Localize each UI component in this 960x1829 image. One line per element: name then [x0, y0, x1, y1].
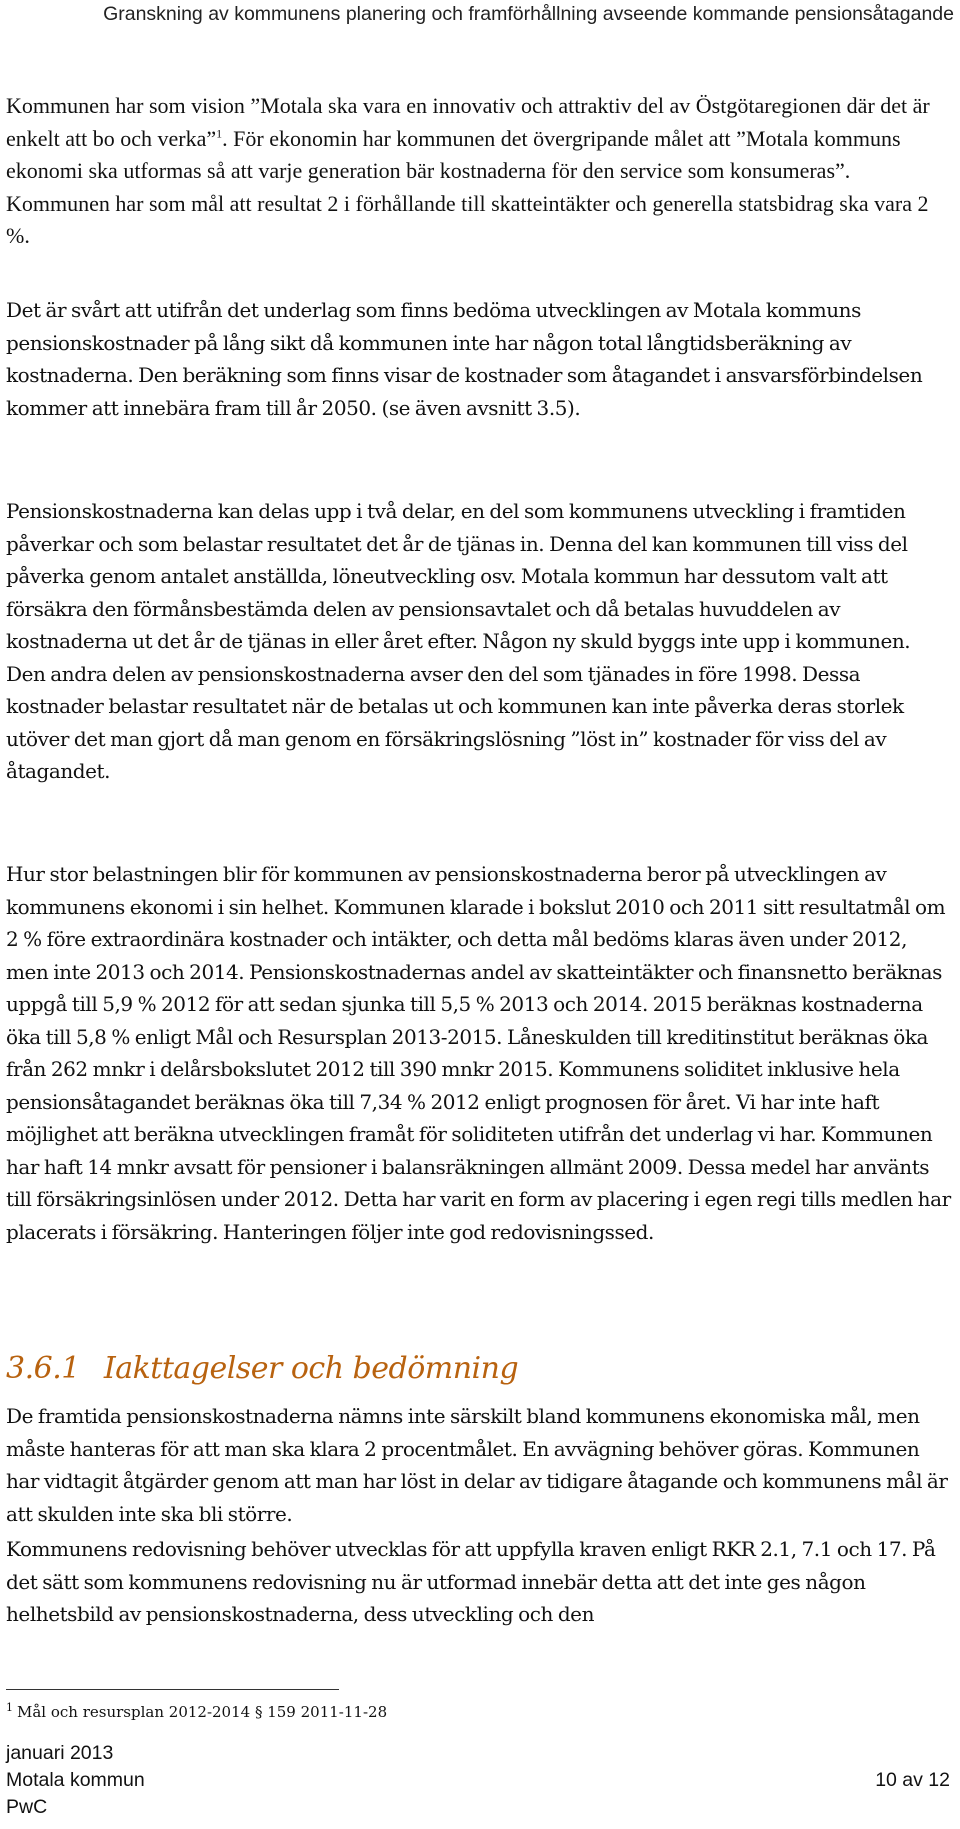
paragraph-text: Kommunen har som vision ”Motala ska vara en innovativ och attraktiv del av Östgötaregionen där det är enkelt att bo och verka” [6, 93, 930, 151]
paragraph-text: Kommunens redovisning behöver utvecklas för att uppfylla kraven enligt RKR 2.1, 7.1 och 17. På det sätt som kommunens redovisning nu är utformad innebär detta att det inte ges någon helhetsbild av pensionskostnaderna, dess utveckling och den [6, 1537, 936, 1626]
section-number: 3.6.1 [6, 1351, 80, 1386]
footnote [6, 1698, 387, 1722]
paragraph-economy [6, 858, 951, 1248]
footer-organization: Motala kommun [6, 1769, 145, 1791]
section-title: Iakttagelser och bedömning [103, 1351, 519, 1386]
paragraph-text: Hur stor belastningen blir för kommunen av pensionskostnaderna beror på utvecklingen av kommunens ekonomi i sin helhet. Kommunen klarade i bokslut 2010 och 2011 sitt resultatmål om 2 % före extraordinära kostnader och intäkter, och detta mål bedöms klaras även under 2012, men inte 2013 och 2014. Pensionskostnadernas andel av skatteintäkter och finansnetto beräknas uppgå till 5,9 % 2012 för att sedan sjunka till 5,5 % 2013 och 2014. 2015 beräknas kostnaderna öka till 5,8 % enligt Mål och Resursplan 2013-2015. Låneskulden till kreditinstitut beräknas öka från 262 mnkr i delårsbokslutet 2012 till 390 mnkr 2015. Kommunens soliditet inklusive hela pensionsåtagandet beräknas öka till 7,34 % 2012 enligt prognosen för året. Vi har inte haft möjlighet att beräkna utvecklingen framåt för soliditeten utifrån det underlag vi har. Kommunen har haft 14 mnkr avsatt för pensioner i balansräkningen allmänt 2009. Dessa medel har använts till försäkringsinlösen under 2012. Detta har varit en form av placering i egen regi tills medlen har placerats i försäkring. Hanteringen följer inte god redovisningssed. [6, 862, 951, 1244]
footnote-reference[interactable]: 1 [216, 126, 223, 141]
footnote-divider [6, 1689, 339, 1690]
page-number: 10 av 12 [875, 1769, 950, 1791]
footer-company: PwC [6, 1796, 48, 1818]
footnote-text: Mål och resursplan 2012-2014 § 159 2011-11-28 [17, 1703, 388, 1721]
running-header: Granskning av kommunens planering och framförhållning avseende kommande pensionsåtagande [103, 3, 954, 25]
paragraph-reporting [6, 1533, 951, 1631]
footer-date: januari 2013 [6, 1742, 114, 1764]
paragraph-cost-parts [6, 495, 951, 788]
page-footer [6, 1740, 950, 1821]
footnote-number: 1 [6, 1701, 13, 1714]
paragraph-text: De framtida pensionskostnaderna nämns inte särskilt bland kommunens ekonomiska mål, men måste hanteras för att man ska klara 2 procentmålet. En avvägning behöver göras. Kommunen har vidtagit åtgärder genom att man har löst in delar av tidigare åtagande och kommunens mål är att skulden inte ska bli större. [6, 1404, 948, 1526]
paragraph-text: Pensionskostnaderna kan delas upp i två delar, en del som kommunens utveckling i framtiden påverkar och som belastar resultatet det år de tjänas in. Denna del kan kommunen till viss del påverka genom antalet anställda, löneutveckling osv. Motala kommun har dessutom valt att försäkra den förmånsbestämda delen av pensionsavtalet och då betalas huvuddelen av kostnaderna ut det år de tjänas in eller året efter. Någon ny skuld byggs inte upp i kommunen. Den andra delen av pensionskostnaderna avser den del som tjänades in före 1998. Dessa kostnader belastar resultatet när de betalas ut och kommunen kan inte påverka deras storlek utöver det man gjort då man genom en försäkringslösning ”löst in” kostnader för viss del av åtagandet. [6, 499, 911, 783]
paragraph-text: Det är svårt att utifrån det underlag som finns bedöma utvecklingen av Motala kommuns pensionskostnader på lång sikt då kommunen inte har någon total långtidsberäkning av kostnaderna. Den beräkning som finns visar de kostnader som åtagandet i ansvarsförbindelsen kommer att innebära fram till år 2050. (se även avsnitt 3.5). [6, 298, 923, 420]
paragraph-long-term-costs [6, 294, 951, 424]
paragraph-vision [6, 90, 951, 253]
section-heading [6, 1349, 518, 1389]
paragraph-observations [6, 1400, 951, 1530]
paragraph-text: . För ekonomin har kommunen det övergripande målet att ”Motala kommuns ekonomi ska utformas så att varje generation bär kostnaderna för den service som konsumeras”. Kommunen har som mål att resultat 2 i förhållande till skatteintäkter och generella statsbidrag ska vara 2 %. [6, 125, 929, 248]
